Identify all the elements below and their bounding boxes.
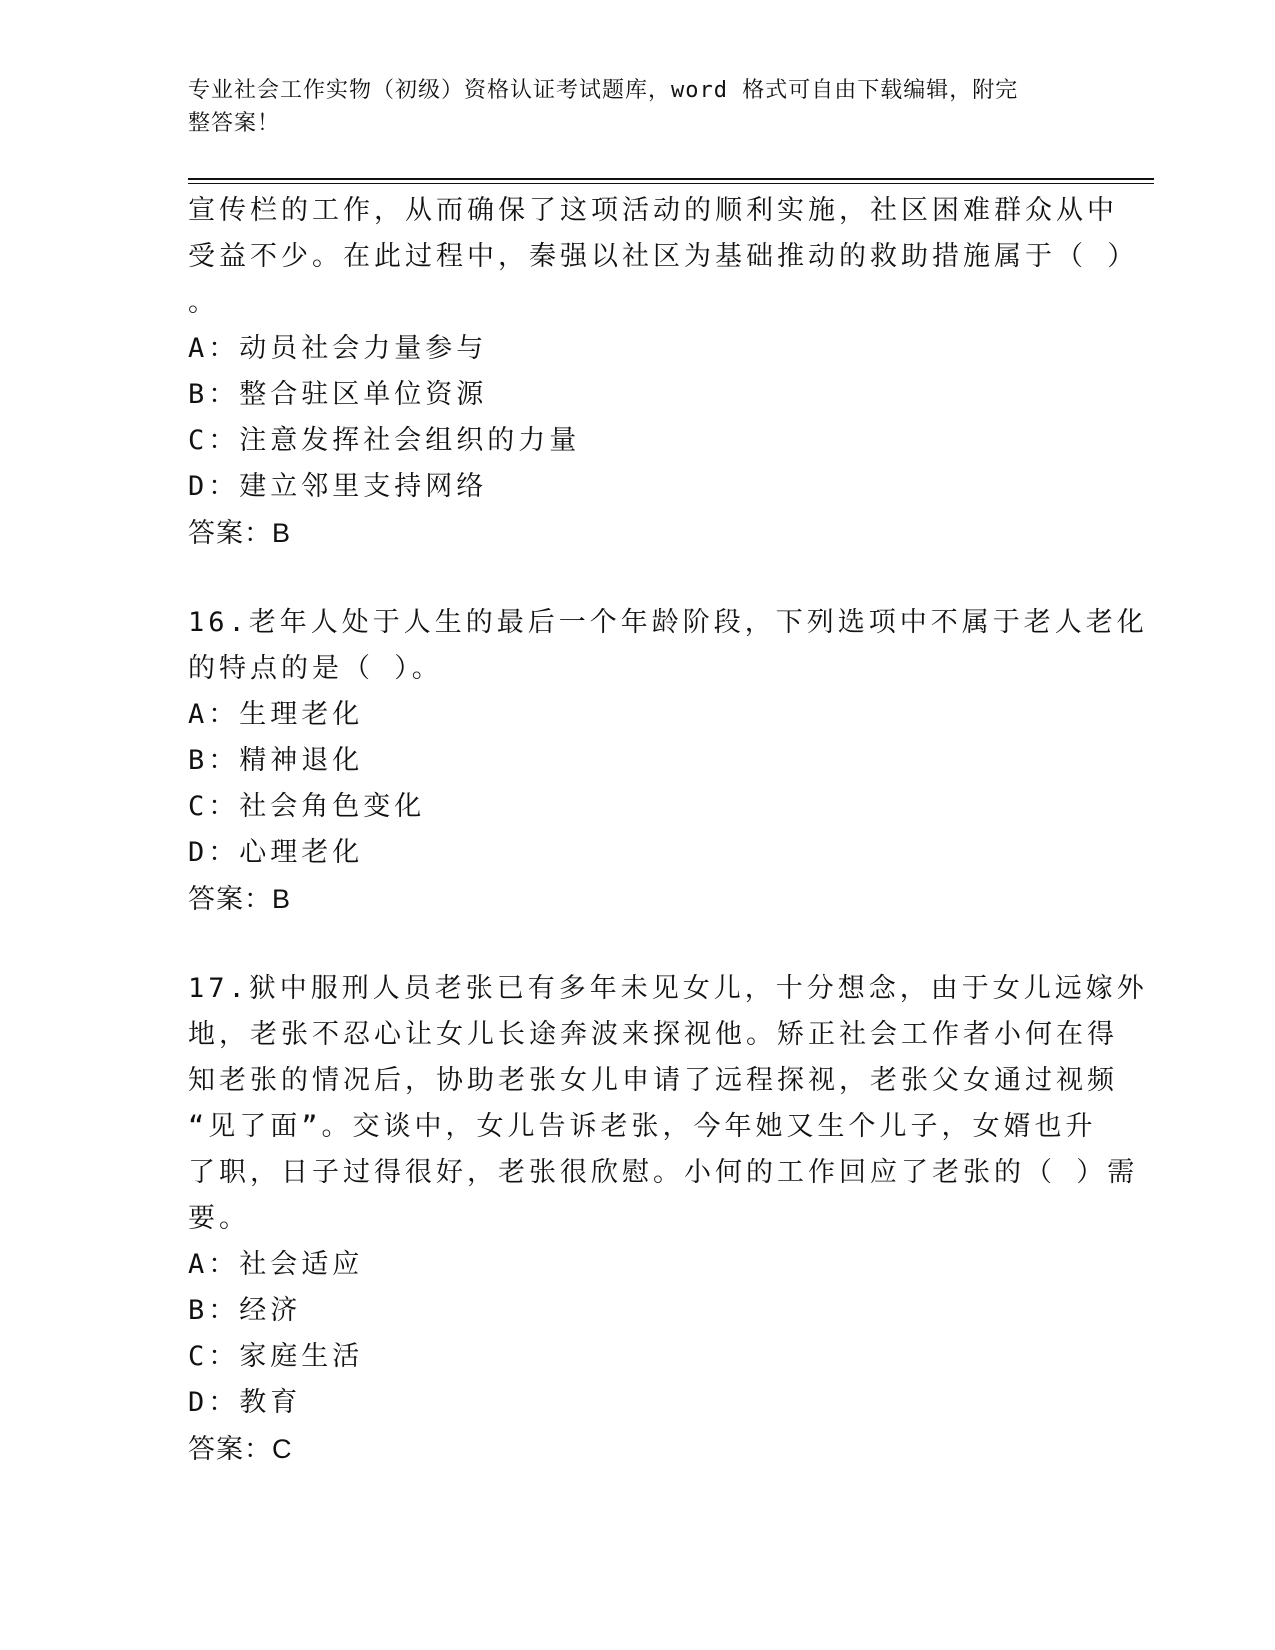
question-17: [188, 966, 1148, 1472]
answer: 答案：C: [188, 1434, 293, 1464]
option-a: A：动员社会力量参与: [188, 333, 488, 364]
option-c: C：注意发挥社会组织的力量: [188, 425, 581, 456]
question-text-line: 17.狱中服刑人员老张已有多年未见女儿，十分想念，由于女儿远嫁外: [188, 973, 1148, 1004]
option-d: D：心理老化: [188, 837, 364, 868]
header-line-2: 整答案！: [188, 111, 281, 136]
option-d: D：建立邻里支持网络: [188, 471, 488, 502]
question-15: [188, 188, 1139, 556]
question-text-line: 了职，日子过得很好，老张很欣慰。小何的工作回应了老张的（ ）需: [188, 1157, 1139, 1188]
question-text-line: 16.老年人处于人生的最后一个年龄阶段，下列选项中不属于老人老化: [188, 607, 1148, 638]
option-c: C：家庭生活: [188, 1341, 364, 1372]
document-header: [188, 74, 1068, 140]
question-text-line: 的特点的是（ ）。: [188, 653, 443, 684]
question-16: [188, 600, 1148, 922]
question-text-line: 。: [188, 287, 219, 318]
answer: 答案：B: [188, 884, 292, 914]
option-d: D：教育: [188, 1387, 302, 1418]
question-text-line: 要。: [188, 1203, 250, 1234]
header-rule-thick: [188, 178, 1154, 180]
question-list: [188, 188, 1148, 1472]
spacer: [188, 556, 1088, 600]
question-text-line: “见了面”。交谈中，女儿告诉老张，今年她又生个儿子，女婿也升: [188, 1111, 1097, 1142]
header-line-1: 专业社会工作实物（初级）资格认证考试题库，word 格式可自由下载编辑，附完: [188, 78, 1019, 103]
question-text-line: 受益不少。在此过程中，秦强以社区为基础推动的救助措施属于（ ）: [188, 241, 1139, 272]
option-b: B：整合驻区单位资源: [188, 379, 488, 410]
option-a: A：生理老化: [188, 699, 364, 730]
question-text-line: 知老张的情况后，协助老张女儿申请了远程探视，老张父女通过视频: [188, 1065, 1118, 1096]
option-c: C：社会角色变化: [188, 791, 426, 822]
answer: 答案：B: [188, 518, 292, 548]
question-text-line: 宣传栏的工作，从而确保了这项活动的顺利实施，社区困难群众从中: [188, 195, 1118, 226]
question-text-line: 地，老张不忍心让女儿长途奔波来探视他。矫正社会工作者小何在得: [188, 1019, 1118, 1050]
option-a: A：社会适应: [188, 1249, 364, 1280]
option-b: B：经济: [188, 1295, 302, 1326]
spacer: [188, 922, 1088, 966]
header-rule-thin: [188, 183, 1154, 184]
option-b: B：精神退化: [188, 745, 364, 776]
